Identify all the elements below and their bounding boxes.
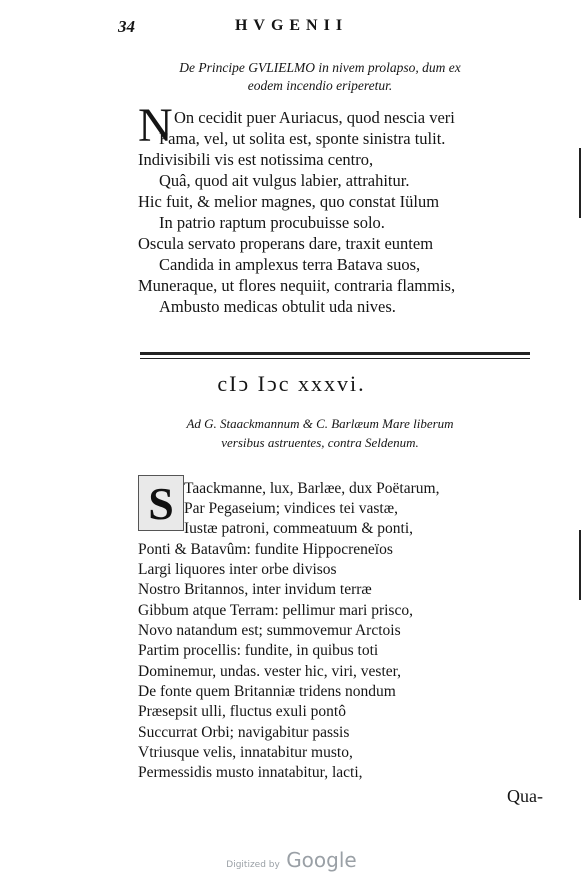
- poem2-line-1: Taackmanne, lux, Barlæe, dux Poëtarum,: [184, 480, 440, 497]
- digitized-watermark: [0, 848, 583, 872]
- poem2-line-4: Ponti & Batavûm: fundite Hippocreneïos: [138, 541, 393, 558]
- poem2-heading-line2: versibus astruentes, contra Seldenum.: [221, 435, 419, 450]
- separator-rule-thick: [140, 352, 530, 355]
- drop-initial-n: N: [138, 99, 173, 152]
- poem2-line-12: Præsepsit ulli, fluctus exuli pontô: [138, 703, 346, 720]
- poem1-heading-line1: De Principe GVLIELMO in nivem prolapso, dum ex: [179, 60, 461, 75]
- poem2-line-3: Iustæ patroni, commeatuum & ponti,: [184, 520, 414, 537]
- poem2-line-5: Largi liquores inter orbe divisos: [138, 561, 337, 578]
- poem2-line-9: Partim procellis: fundite, in quibus toti: [138, 642, 379, 659]
- poem1-line-2: Fama, vel, ut solita est, sponte sinistra tulit.: [159, 129, 446, 148]
- poem1-line-4: Quâ, quod ait vulgus labier, attrahitur.: [159, 171, 410, 190]
- poem1-line-7: Oscula servato properans dare, traxit euntem: [138, 234, 434, 253]
- poem2-line-13: Succurrat Orbi; navigabitur passis: [138, 724, 350, 741]
- catchword: Qua-: [507, 786, 543, 806]
- poem2-heading-line1: Ad G. Staackmannum & C. Barlæum Mare liberum: [186, 416, 454, 431]
- poem2-line-7: Gibbum atque Terram: pellimur mari prisco,: [138, 602, 413, 619]
- page-edge-mark: [579, 530, 581, 600]
- poem1-line-1: On cecidit puer Auriacus, quod nescia veri: [174, 108, 455, 127]
- page-edge-mark: [579, 148, 581, 218]
- decorated-initial-letter: S: [148, 477, 174, 529]
- poem1-line-9: Muneraque, ut flores nequiit, contraria flammis,: [138, 276, 456, 295]
- decorated-initial-s: [138, 475, 184, 531]
- poem1-line-8: Candida in amplexus terra Batava suos,: [159, 255, 421, 274]
- running-title: HVGENII: [234, 17, 349, 34]
- page-number: 34: [118, 17, 135, 36]
- poem2-line-11: De fonte quem Britanniæ tridens nondum: [138, 683, 396, 700]
- poem2-line-15: Permessidis musto innatabitur, lacti,: [138, 764, 363, 781]
- poem1-line-3: Indivisibili vis est notissima centro,: [138, 150, 374, 169]
- poem2-line-10: Dominemur, undas. vester hic, viri, vester,: [138, 663, 402, 680]
- poem1-line-5: Hic fuit, & melior magnes, quo constat Iülum: [138, 192, 440, 211]
- poem2-line-14: Vtriusque velis, innatabitur musto,: [138, 744, 353, 761]
- poem-number: cIↄ Iↄc xxxvi.: [217, 371, 366, 396]
- poem1-line-6: In patrio raptum procubuisse solo.: [159, 213, 385, 232]
- poem2-line-2: Par Pegaseium; vindices tei vastæ,: [184, 500, 398, 517]
- poem1-heading-line2: eodem incendio eriperetur.: [247, 78, 393, 93]
- poem2-line-6: Nostro Britannos, inter invidum terræ: [138, 581, 372, 598]
- google-logo-text: Google: [286, 848, 357, 872]
- poem1-line-10: Ambusto medicas obtulit uda nives.: [159, 297, 396, 316]
- separator-rule-thin: [140, 358, 530, 359]
- digitized-label: Digitized by: [226, 860, 280, 870]
- poem2-line-8: Novo natandum est; summovemur Arctois: [138, 622, 401, 639]
